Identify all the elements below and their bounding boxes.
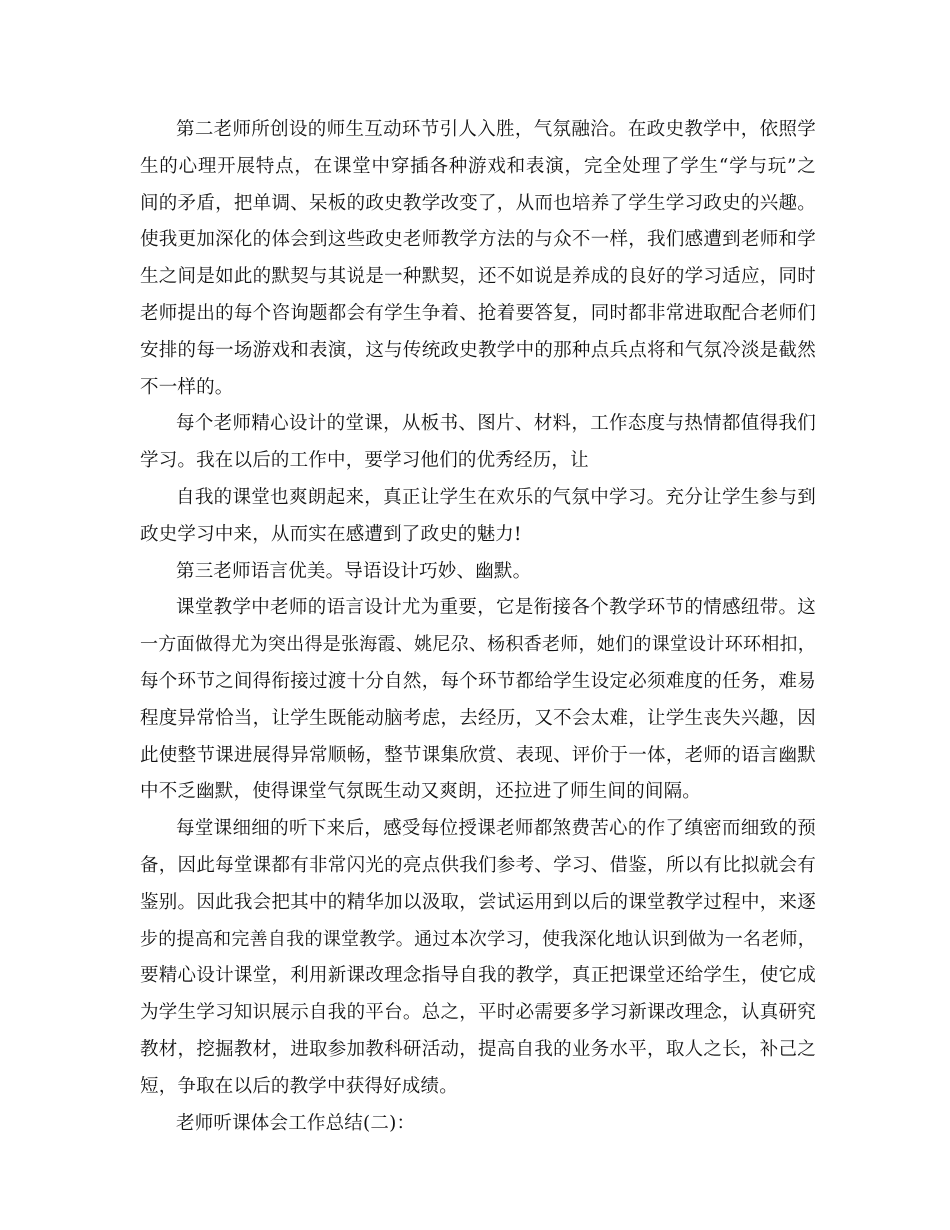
text-line: 教材，挖掘教材，进取参加教科研活动，提高自我的业务水平，取人之长，补己之 [140, 1038, 816, 1060]
text-line: 生之间是如此的默契与其说是一种默契，还不如说是养成的良好的学习适应，同时 [140, 266, 816, 288]
text-line: 学习。我在以后的工作中，要学习他们的优秀经历，让 [140, 450, 589, 472]
text-line: 每个环节之间得衔接过渡十分自然，每个环节都给学生设定必须难度的任务，难易 [140, 670, 816, 692]
text-line: 每个老师精心设计的堂课，从板书、图片、材料，工作态度与热情都值得我们 [176, 413, 816, 435]
text-line: 使我更加深化的体会到这些政史老师教学方法的与众不一样，我们感遭到老师和学 [140, 229, 816, 251]
text-line: 第三老师语言优美。导语设计巧妙、幽默。 [176, 560, 532, 582]
text-line: 备，因此每堂课都有非常闪光的亮点供我们参考、学习、借鉴，所以有比拟就会有 [140, 854, 816, 876]
text-line: 课堂教学中老师的语言设计尤为重要，它是衔接各个教学环节的情感纽带。这 [176, 597, 816, 619]
text-line: 不一样的。 [140, 376, 234, 398]
text-line: 安排的每一场游戏和表演，这与传统政史教学中的那种点兵点将和气氛冷淡是截然 [140, 339, 816, 361]
text-line: 程度异常恰当，让学生既能动脑考虑，去经历，又不会太难，让学生丧失兴趣，因 [140, 707, 816, 729]
document-body [140, 112, 816, 1142]
text-line: 要精心设计课堂，利用新课改理念指导自我的教学，真正把课堂还给学生，使它成 [140, 965, 816, 987]
text-line: 自我的课堂也爽朗起来，真正让学生在欢乐的气氛中学习。充分让学生参与到 [176, 486, 816, 508]
text-line: 鉴别。因此我会把其中的精华加以汲取，尝试运用到以后的课堂教学过程中，来逐 [140, 891, 816, 913]
text-line: 一方面做得尤为突出得是张海霞、姚尼尕、杨积香老师，她们的课堂设计环环相扣， [140, 634, 816, 656]
text-line: 间的矛盾，把单调、呆板的政史教学改变了，从而也培养了学生学习政史的兴趣。 [140, 192, 816, 214]
text-line: 短，争取在以后的教学中获得好成绩。 [140, 1075, 458, 1097]
text-line: 生的心理开展特点，在课堂中穿插各种游戏和表演，完全处理了学生“学与玩”之 [140, 155, 816, 177]
text-line: 老师听课体会工作总结(二)： [176, 1112, 416, 1134]
text-line: 第二老师所创设的师生互动环节引人入胜，气氛融洽。在政史教学中，依照学 [176, 119, 816, 140]
text-line: 此使整节课进展得异常顺畅，整节课集欣赏、表现、评价于一体，老师的语言幽默 [140, 744, 816, 766]
text-line: 步的提高和完善自我的课堂教学。通过本次学习，使我深化地认识到做为一名老师， [140, 928, 816, 950]
text-line: 政史学习中来，从而实在感遭到了政史的魅力! [140, 523, 522, 545]
text-line: 中不乏幽默，使得课堂气氛既生动又爽朗，还拉进了师生间的间隔。 [140, 781, 702, 803]
text-line: 为学生学习知识展示自我的平台。总之，平时必需要多学习新课改理念，认真研究 [140, 1002, 816, 1024]
text-line: 每堂课细细的听下来后，感受每位授课老师都煞费苦心的作了缜密而细致的预 [176, 818, 816, 840]
text-line: 老师提出的每个咨询题都会有学生争着、抢着要答复，同时都非常进取配合老师们 [140, 302, 816, 324]
